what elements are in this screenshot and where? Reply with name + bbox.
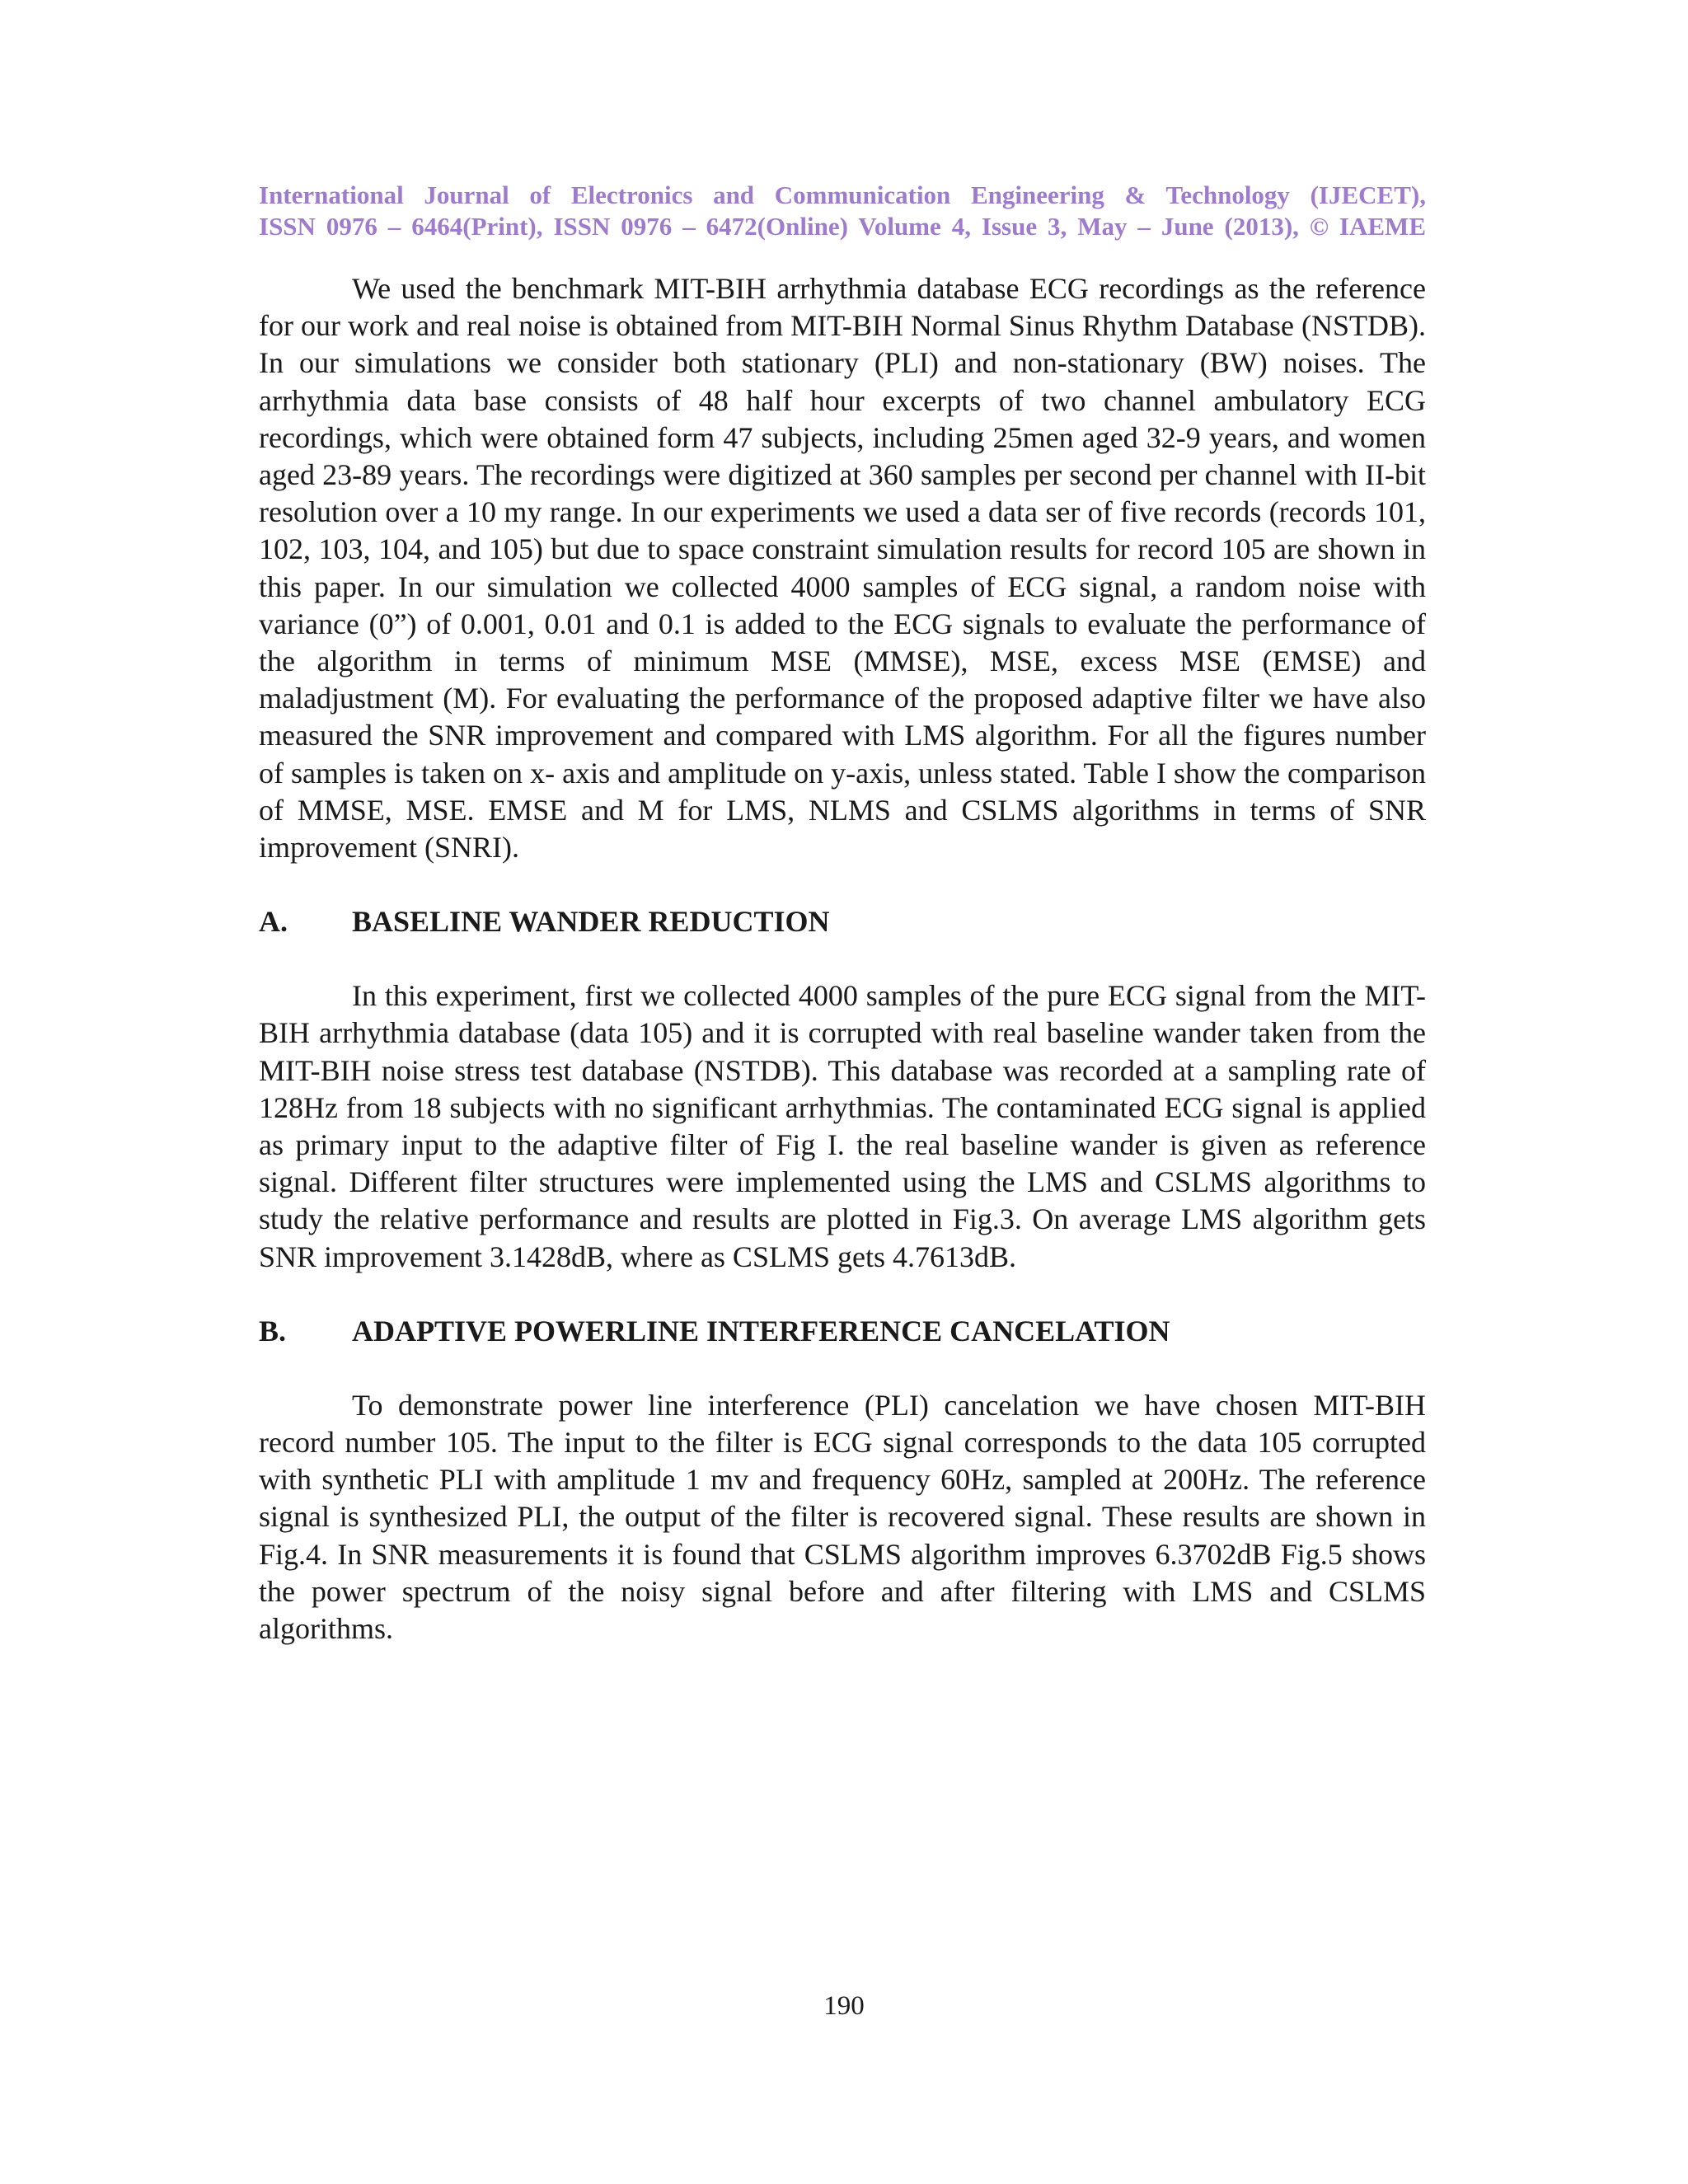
journal-header [259,180,1426,242]
paper-page [259,180,1426,1647]
journal-header-line-2: ISSN 0976 – 6464(Print), ISSN 0976 – 6472(Online) Volume 4, Issue 3, May – June (2013), © IAEME [259,212,1426,241]
section-a-number: A. [259,905,288,939]
journal-header-line-1: International Journal of Electronics and Communication Engineering & Technology (IJECET), [259,180,1426,209]
section-b-number: B. [259,1314,287,1347]
section-b-title: ADAPTIVE POWERLINE INTERFERENCE CANCELATION [352,1314,1170,1347]
body-paragraph-3: To demonstrate power line interference (PLI) cancelation we have chosen MIT-BIH record number 105. The input to the filter is ECG signal corresponds to the data 105 corrupted with synthetic PLI with amplitude 1 mv and frequency 60Hz, sampled at 200Hz. The reference signal is synthesized PLI, the output of the filter is recovered signal. These results are shown in Fig.4. In SNR measurements it is found that CSLMS algorithm improves 6.3702dB Fig.5 shows the power spectrum of the noisy signal before and after filtering with LMS and CSLMS algorithms. [259,1388,1426,1646]
body-paragraph-1: We used the benchmark MIT-BIH arrhythmia database ECG recordings as the reference for our work and real noise is obtained from MIT-BIH Normal Sinus Rhythm Database (NSTDB). In our simulations we consider both stationary (PLI) and non-stationary (BW) noises. The arrhythmia data base consists of 48 half hour excerpts of two channel ambulatory ECG recordings, which were obtained form 47 subjects, including 25men aged 32-9 years, and women aged 23-89 years. The recordings were digitized at 360 samples per second per channel with II-bit resolution over a 10 my range. In our experiments we used a data ser of five records (records 101, 102, 103, 104, and 105) but due to space constraint simulation results for record 105 are shown in this paper. In our simulation we collected 4000 samples of ECG signal, a random noise with variance (0”) of 0.001, 0.01 and 0.1 is added to the ECG signals to evaluate the performance of the algorithm in terms of minimum MSE (MMSE), MSE, excess MSE (EMSE) and maladjustment (M). For evaluating the performance of the proposed adaptive filter we have also measured the SNR improvement and compared with LMS algorithm. For all the figures number of samples is taken on x- axis and amplitude on y-axis, unless stated. Table I show the comparison of MMSE, MSE. EMSE and M for LMS, NLMS and CSLMS algorithms in terms of SNR improvement (SNRI). [259,272,1426,865]
section-heading-a [259,903,1426,940]
page-number: 190 [823,1991,865,2021]
body-paragraph-2: In this experiment, first we collected 4000 samples of the pure ECG signal from the MIT-BIH arrhythmia database (data 105) and it is corrupted with real baseline wander taken from the MIT-BIH noise stress test database (NSTDB). This database was recorded at a sampling rate of 128Hz from 18 subjects with no significant arrhythmias. The contaminated ECG signal is applied as primary input to the adaptive filter of Fig I. the real baseline wander is given as reference signal. Different filter structures were implemented using the LMS and CSLMS algorithms to study the relative performance and results are plotted in Fig.3. On average LMS algorithm gets SNR improvement 3.1428dB, where as CSLMS gets 4.7613dB. [259,979,1426,1273]
section-a-title: BASELINE WANDER REDUCTION [352,905,830,939]
section-heading-b [259,1313,1426,1350]
